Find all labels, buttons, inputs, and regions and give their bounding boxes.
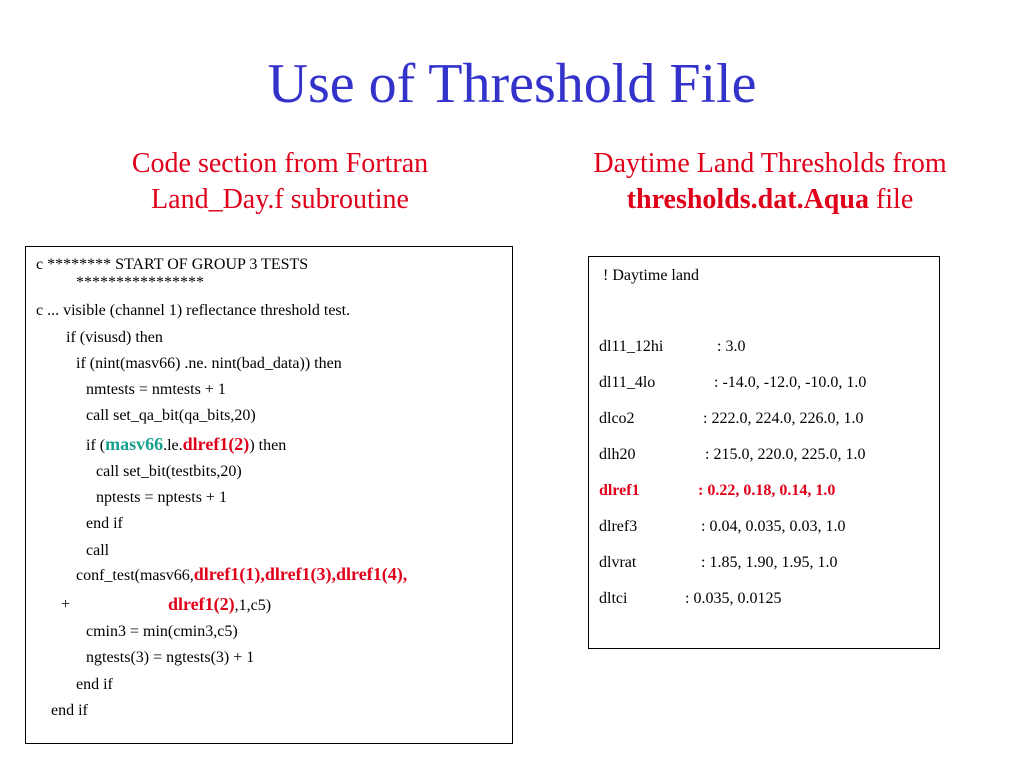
threshold-name: dlref3 xyxy=(599,518,638,535)
code-line-3: if (visusd) then xyxy=(66,329,163,346)
threshold-row xyxy=(599,409,863,429)
threshold-value: : 0.22, 0.18, 0.14, 1.0 xyxy=(698,482,836,499)
threshold-file-suffix: file xyxy=(868,184,914,215)
threshold-name: dlvrat xyxy=(599,554,637,571)
dlref1-2-arg-highlight: dlref1(2) xyxy=(168,594,235,614)
threshold-row-highlighted xyxy=(599,481,835,501)
threshold-file-name: thresholds.dat.Aqua xyxy=(626,184,869,215)
code-line-4: if (nint(masv66) .ne. nint(bad_data)) then xyxy=(76,355,342,372)
threshold-name: dl11_12hi xyxy=(599,338,664,355)
code-line-7-pre: if ( xyxy=(86,437,106,454)
dlref1-2-highlight: dlref1(2) xyxy=(182,434,250,454)
masv66-highlight: masv66 xyxy=(105,434,164,454)
thresholds-box xyxy=(588,256,940,649)
code-line-1b: **************** xyxy=(76,274,204,291)
code-line-13-post: ,1,c5) xyxy=(234,597,272,614)
code-line-13 xyxy=(61,595,70,615)
thresholds-header: ! Daytime land xyxy=(603,267,699,284)
threshold-value: : 0.035, 0.0125 xyxy=(685,590,782,607)
continuation-plus: + xyxy=(61,596,71,613)
slide-title: Use of Threshold File xyxy=(267,53,757,115)
code-line-11: call xyxy=(86,542,110,559)
dlref1-args-highlight: dlref1(1),dlref1(3),dlref1(4), xyxy=(193,564,408,584)
threshold-name: dltci xyxy=(599,590,628,607)
code-line-8: call set_bit(testbits,20) xyxy=(96,463,242,480)
threshold-row xyxy=(599,373,866,393)
threshold-value: : 3.0 xyxy=(717,338,746,355)
threshold-name: dlco2 xyxy=(599,410,635,427)
code-line-12-pre: conf_test(masv66, xyxy=(76,567,194,584)
code-line-9: nptests = nptests + 1 xyxy=(96,489,227,506)
threshold-row xyxy=(599,517,845,537)
threshold-value: : 215.0, 220.0, 225.0, 1.0 xyxy=(705,446,866,463)
right-heading-line2 xyxy=(535,182,1005,218)
code-line-7 xyxy=(86,434,286,456)
threshold-row xyxy=(599,553,837,573)
right-heading xyxy=(535,146,1005,218)
fortran-code-box xyxy=(25,246,513,744)
left-heading-line1: Code section from Fortran xyxy=(131,148,429,179)
code-line-7-mid: .le. xyxy=(163,437,183,454)
left-heading-line2: Land_Day.f subroutine xyxy=(151,184,409,215)
code-line-15: ngtests(3) = ngtests(3) + 1 xyxy=(86,649,255,666)
code-line-14: cmin3 = min(cmin3,c5) xyxy=(86,623,238,640)
threshold-row xyxy=(599,445,865,465)
code-line-7-post: ) then xyxy=(249,437,287,454)
threshold-value: : 222.0, 224.0, 226.0, 1.0 xyxy=(703,410,864,427)
code-line-6: call set_qa_bit(qa_bits,20) xyxy=(86,407,256,424)
code-line-13-args xyxy=(168,594,271,616)
code-line-2: c ... visible (channel 1) reflectance threshold test. xyxy=(36,302,351,319)
code-line-16: end if xyxy=(76,676,113,693)
code-line-5: nmtests = nmtests + 1 xyxy=(86,381,226,398)
threshold-name: dlref1 xyxy=(599,482,640,499)
threshold-value: : 1.85, 1.90, 1.95, 1.0 xyxy=(701,554,838,571)
code-line-12 xyxy=(76,564,407,586)
threshold-row xyxy=(599,589,781,609)
threshold-row xyxy=(599,337,745,357)
threshold-name: dl11_4lo xyxy=(599,374,656,391)
right-heading-line1: Daytime Land Thresholds from xyxy=(593,148,947,179)
threshold-name: dlh20 xyxy=(599,446,636,463)
code-line-10: end if xyxy=(86,515,123,532)
threshold-value: : 0.04, 0.035, 0.03, 1.0 xyxy=(701,518,846,535)
code-line-1: c ******** START OF GROUP 3 TESTS xyxy=(36,256,309,273)
left-heading xyxy=(80,146,480,218)
threshold-value: : -14.0, -12.0, -10.0, 1.0 xyxy=(714,374,867,391)
code-line-17: end if xyxy=(51,702,88,719)
